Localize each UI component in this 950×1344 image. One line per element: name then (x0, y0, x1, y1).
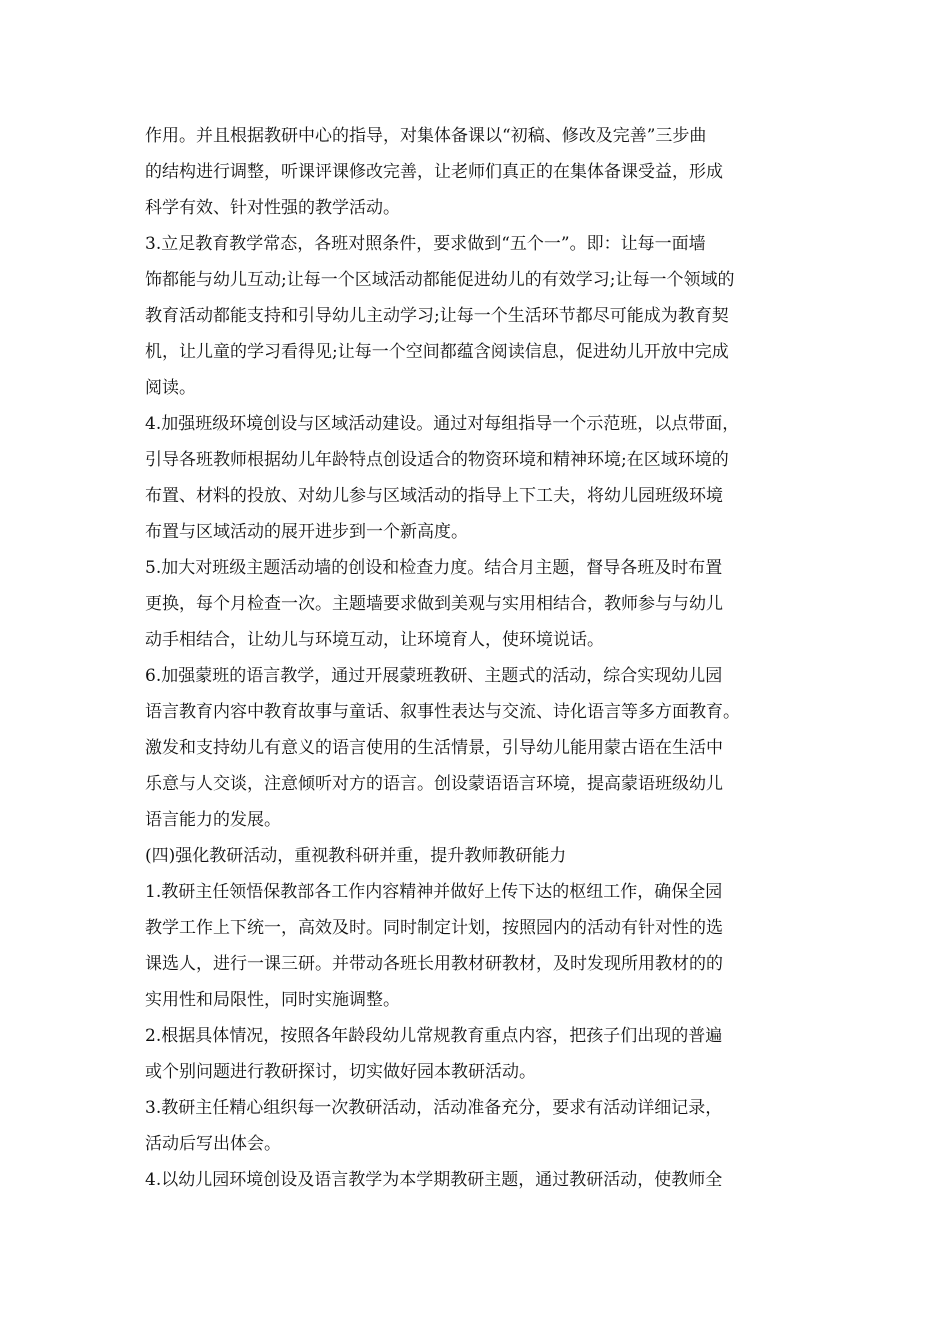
text-line: 科学有效、针对性强的教学活动。 (145, 198, 400, 218)
text-line: 布置、材料的投放、对幼儿参与区域活动的指导上下工夫，将幼儿园班级环境 (145, 486, 723, 506)
text-line: 机，让儿童的学习看得见;让每一个空间都蕴含阅读信息，促进幼儿开放中完成 (145, 342, 729, 362)
text-line: 乐意与人交谈，注意倾听对方的语言。创设蒙语语言环境，提高蒙语班级幼儿 (145, 774, 723, 794)
text-line: 动手相结合，让幼儿与环境互动，让环境育人，使环境说话。 (145, 630, 604, 650)
text-line: 5.加大对班级主题活动墙的创设和检查力度。结合月主题，督导各班及时布置 (145, 558, 723, 578)
text-line: 实用性和局限性，同时实施调整。 (145, 990, 400, 1010)
text-line: 阅读。 (145, 378, 196, 398)
text-line: 的结构进行调整，听课评课修改完善，让老师们真正的在集体备课受益，形成 (145, 162, 723, 182)
text-line: 语言能力的发展。 (145, 810, 281, 830)
text-line: 作用。并且根据教研中心的指导，对集体备课以“初稿、修改及完善”三步曲 (145, 126, 707, 146)
text-line: 教育活动都能支持和引导幼儿主动学习;让每一个生活环节都尽可能成为教育契 (145, 306, 729, 326)
document-body (145, 118, 825, 1198)
text-line: 6.加强蒙班的语言教学，通过开展蒙班教研、主题式的活动，综合实现幼儿园 (145, 666, 723, 686)
section-heading: (四)强化教研活动，重视教科研并重，提升教师教研能力 (145, 846, 567, 866)
text-line: 3.立足教育教学常态，各班对照条件，要求做到“五个一”。即：让每一面墙 (145, 234, 706, 254)
text-line: 激发和支持幼儿有意义的语言使用的生活情景，引导幼儿能用蒙古语在生活中 (145, 738, 723, 758)
text-line: 布置与区域活动的展开进步到一个新高度。 (145, 522, 468, 542)
text-line: 2.根据具体情况，按照各年龄段幼儿常规教育重点内容，把孩子们出现的普遍 (145, 1026, 723, 1046)
text-line: 4.加强班级环境创设与区域活动建设。通过对每组指导一个示范班，以点带面， (145, 414, 740, 434)
text-line: 4.以幼儿园环境创设及语言教学为本学期教研主题，通过教研活动，使教师全 (145, 1170, 723, 1190)
text-line: 教学工作上下统一，高效及时。同时制定计划，按照园内的活动有针对性的选 (145, 918, 723, 938)
text-line: 课选人，进行一课三研。并带动各班长用教材研教材，及时发现所用教材的的 (145, 954, 723, 974)
text-line: 引导各班教师根据幼儿年龄特点创设适合的物资环境和精神环境;在区域环境的 (145, 450, 729, 470)
text-line: 或个别问题进行教研探讨，切实做好园本教研活动。 (145, 1062, 536, 1082)
text-line: 更换，每个月检查一次。主题墙要求做到美观与实用相结合，教师参与与幼儿 (145, 594, 723, 614)
text-line: 饰都能与幼儿互动;让每一个区域活动都能促进幼儿的有效学习;让每一个领域的 (145, 270, 735, 290)
text-line: 活动后写出体会。 (145, 1134, 281, 1154)
text-line: 1.教研主任领悟保教部各工作内容精神并做好上传下达的枢纽工作，确保全园 (145, 882, 723, 902)
text-line: 语言教育内容中教育故事与童话、叙事性表达与交流、诗化语言等多方面教育。 (145, 702, 740, 722)
text-line: 3.教研主任精心组织每一次教研活动，活动准备充分，要求有活动详细记录， (145, 1098, 723, 1118)
